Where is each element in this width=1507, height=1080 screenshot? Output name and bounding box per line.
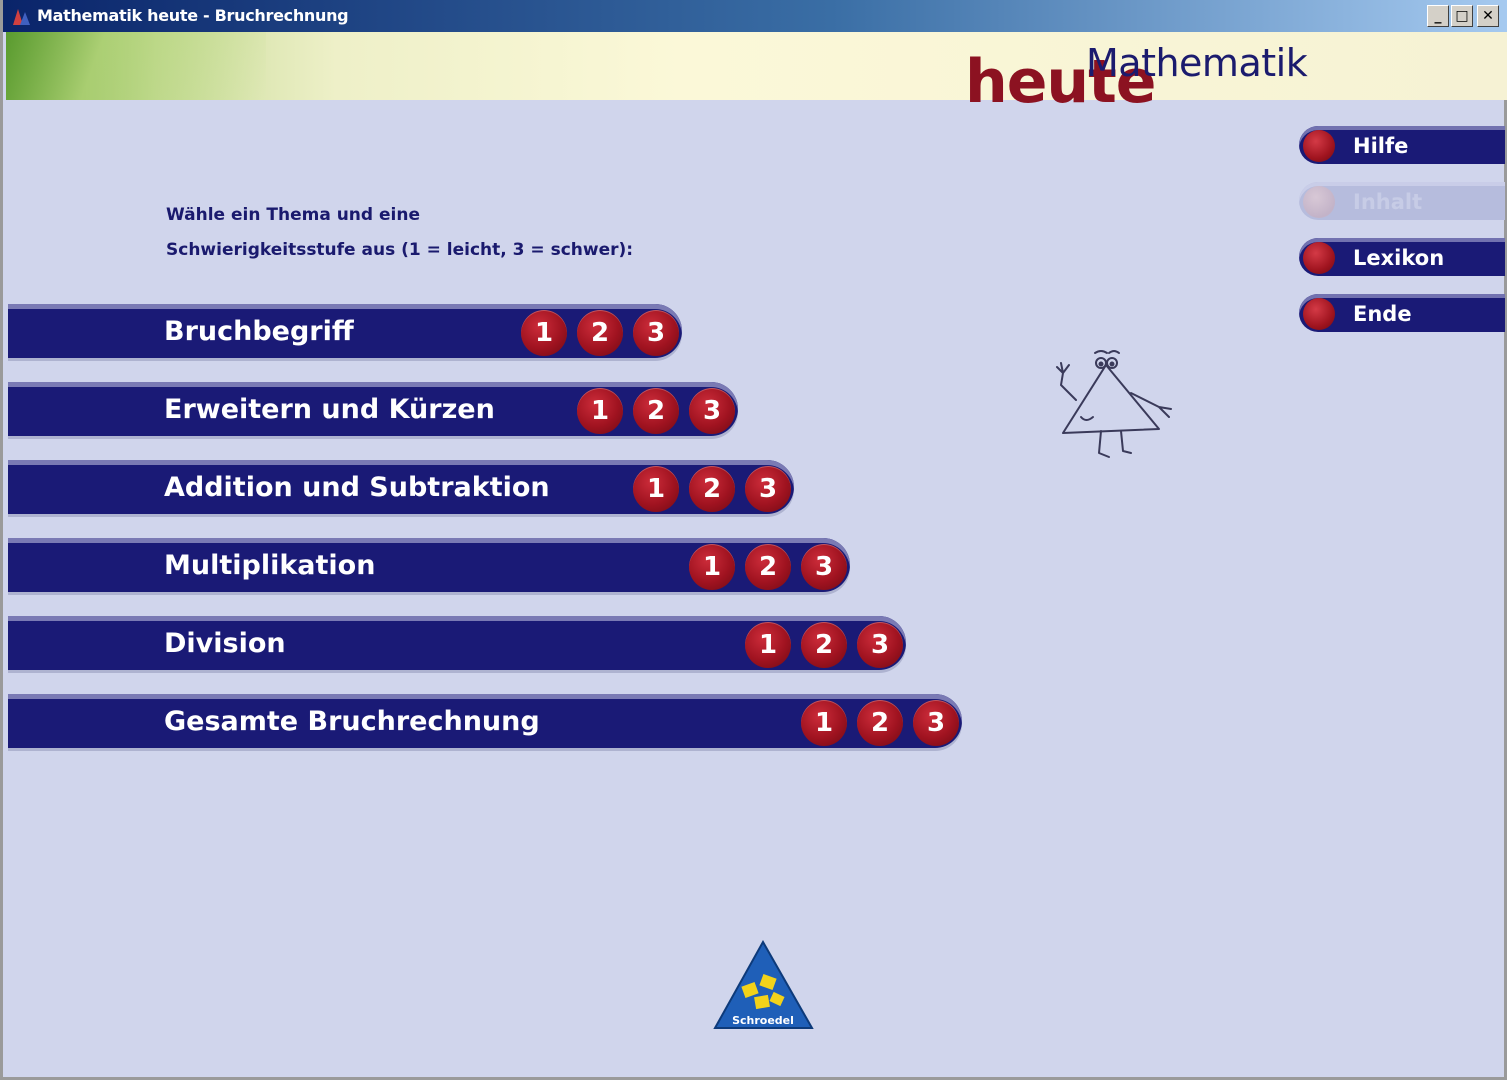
lexicon-button[interactable] [1299,238,1505,276]
level-2-button[interactable]: 2 [633,388,679,434]
level-3-button[interactable]: 3 [913,700,959,746]
leaf-graphic [6,32,266,100]
level-1-button[interactable]: 1 [521,310,567,356]
level-3-button[interactable]: 3 [801,544,847,590]
triangle-mascot-illustration [1051,345,1181,470]
level-3-button[interactable]: 3 [689,388,735,434]
topic-label: Addition und Subtraktion [164,472,550,503]
maximize-button[interactable]: □ [1451,5,1473,27]
window-title: Mathematik heute - Bruchrechnung [37,6,349,25]
help-button[interactable] [1299,126,1505,164]
button-dot-icon [1303,186,1335,218]
topic-label: Division [164,628,286,659]
level-3-button[interactable]: 3 [633,310,679,356]
topic-bar-gesamt [8,694,962,748]
topic-bar-addition [8,460,794,514]
contents-button [1299,182,1505,220]
close-button[interactable]: ✕ [1477,5,1499,27]
level-3-button[interactable]: 3 [745,466,791,512]
minimize-button[interactable]: _ [1427,5,1449,27]
topic-label: Erweitern und Kürzen [164,394,495,425]
title-bar[interactable] [3,0,1507,32]
topic-label: Multiplikation [164,550,376,581]
publisher-name: Schroedel [732,1014,794,1027]
topic-bar-erweitern [8,382,738,436]
help-button-label: Hilfe [1353,134,1409,158]
level-2-button[interactable]: 2 [577,310,623,356]
instruction-line-2: Schwierigkeitsstufe aus (1 = leicht, 3 = schwer): [166,240,634,260]
level-3-button[interactable]: 3 [857,622,903,668]
topic-bar-multiplikation [8,538,850,592]
level-2-button[interactable]: 2 [745,544,791,590]
button-dot-icon [1303,298,1335,330]
logo-mathematik: Mathematik [1086,41,1308,85]
level-1-button[interactable]: 1 [633,466,679,512]
topic-bar-division [8,616,906,670]
level-1-button[interactable]: 1 [745,622,791,668]
instruction-line-1: Wähle ein Thema und eine [166,205,420,225]
button-dot-icon [1303,130,1335,162]
logo-heute: heute [965,47,1156,117]
level-2-button[interactable]: 2 [801,622,847,668]
topic-bar-bruchbegriff [8,304,682,358]
app-icon [11,6,33,26]
topic-label: Gesamte Bruchrechnung [164,706,540,737]
level-2-button[interactable]: 2 [857,700,903,746]
level-1-button[interactable]: 1 [689,544,735,590]
level-2-button[interactable]: 2 [689,466,735,512]
button-dot-icon [1303,242,1335,274]
end-button[interactable] [1299,294,1505,332]
level-1-button[interactable]: 1 [577,388,623,434]
schroedel-logo [711,940,816,1032]
topic-label: Bruchbegriff [164,316,354,347]
end-button-label: Ende [1353,302,1412,326]
lexicon-button-label: Lexikon [1353,246,1445,270]
contents-button-label: Inhalt [1353,190,1423,214]
level-1-button[interactable]: 1 [801,700,847,746]
